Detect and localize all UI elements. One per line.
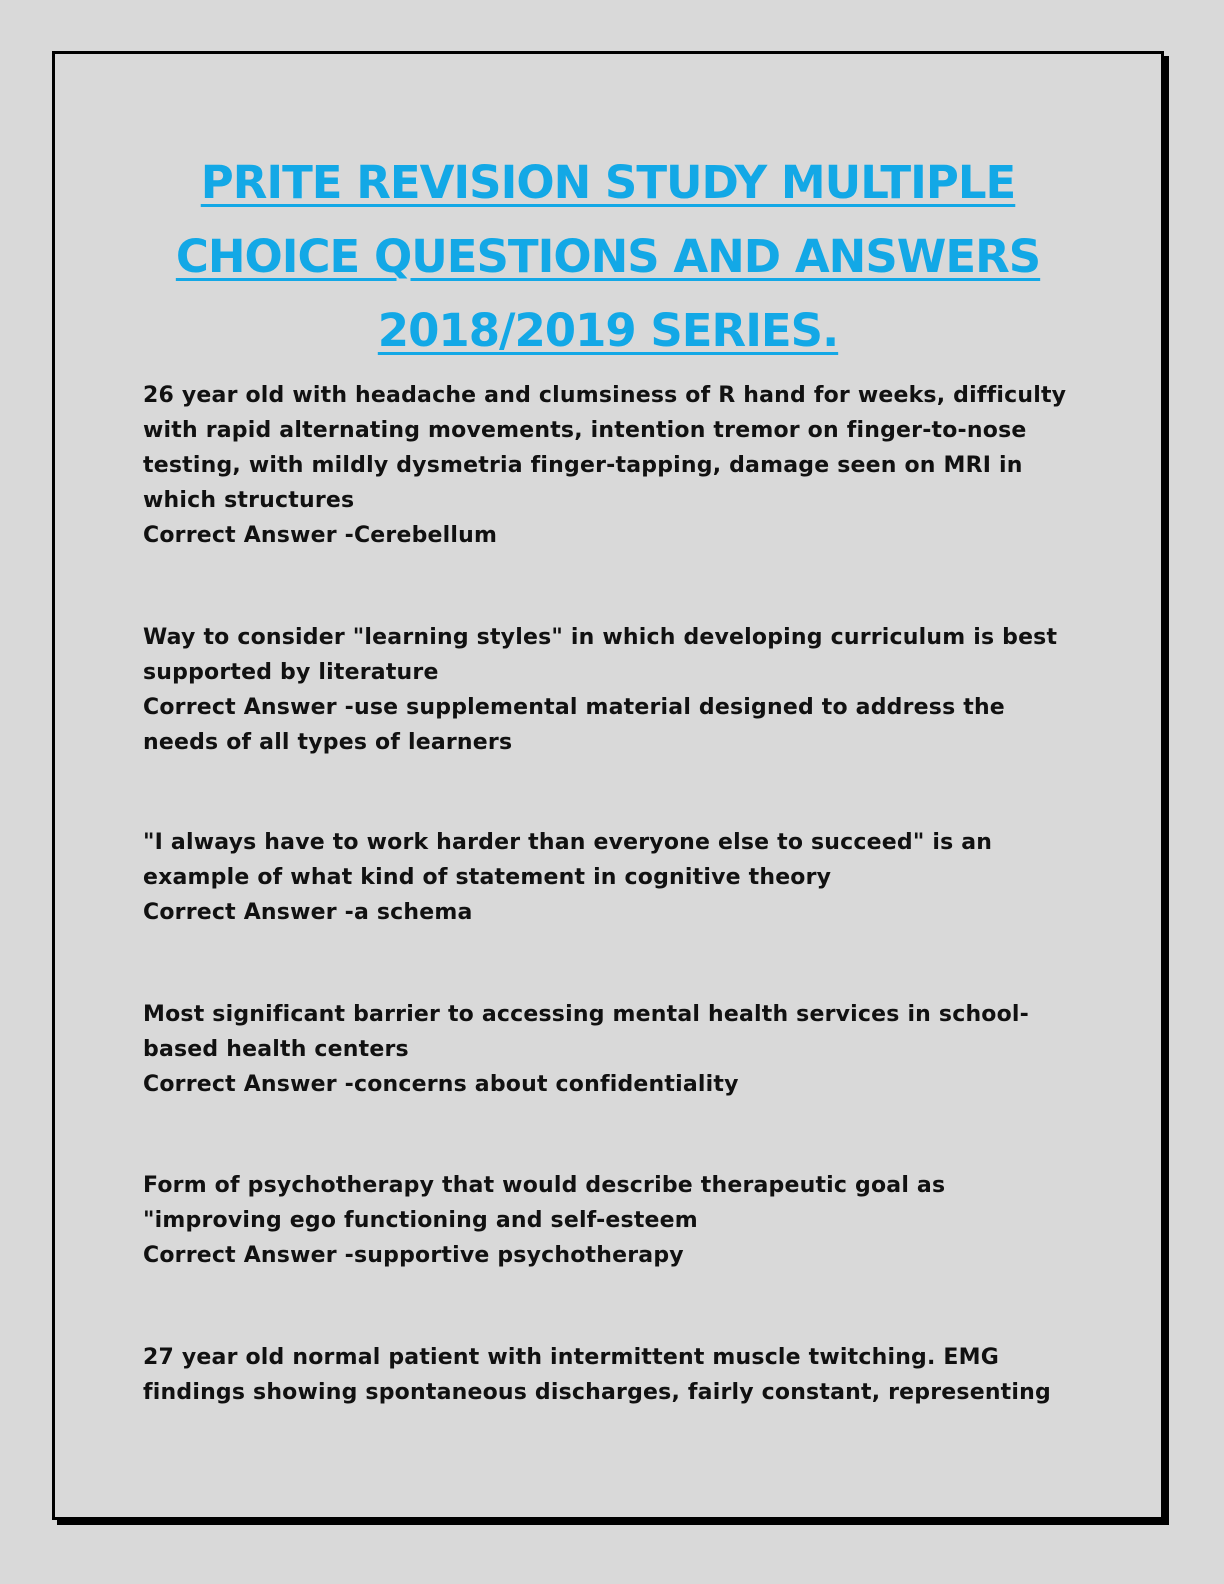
question-text: 26 year old with headache and clumsiness of R hand for weeks, difficulty with rapid alternating movements, intention tremor on finger-to-nose testing, with mildly dysmetria finger-tapping, damage seen on MRI in which structures <box>143 383 1067 513</box>
question-text: Most significant barrier to accessing mental health services in school-based health centers <box>143 1002 1030 1062</box>
document-page <box>52 51 1164 1520</box>
title-line-3: 2018/2019 SERIES. <box>377 304 839 357</box>
answer-text: Correct Answer -a schema <box>143 900 473 925</box>
question-text: 27 year old normal patient with intermittent muscle twitching. EMG findings showing spontaneous discharges, fairly constant, representing <box>143 1345 1051 1405</box>
document-title <box>55 146 1161 368</box>
title-line-2: CHOICE QUESTIONS AND ANSWERS <box>175 230 1041 283</box>
answer-text: Correct Answer -Cerebellum <box>143 523 498 548</box>
question-text: Form of psychotherapy that would describe therapeutic goal as "improving ego functioning and self-esteem <box>143 1173 946 1233</box>
answer-text: Correct Answer -concerns about confidentiality <box>143 1072 739 1097</box>
answer-text: Correct Answer -supportive psychotherapy <box>143 1243 684 1268</box>
question-text: "I always have to work harder than everyone else to succeed" is an example of what kind of statement in cognitive theory <box>143 830 993 890</box>
question-text: Way to consider "learning styles" in which developing curriculum is best supported by literature <box>143 625 1058 685</box>
title-line-1: PRITE REVISION STUDY MULTIPLE <box>200 156 1016 209</box>
qa-item-3 <box>143 825 1083 930</box>
qa-item-4 <box>143 997 1083 1102</box>
qa-item-6 <box>143 1340 1083 1410</box>
qa-item-1 <box>143 378 1083 553</box>
answer-text: Correct Answer -use supplemental material designed to address the needs of all types of learners <box>143 695 1005 755</box>
qa-item-5 <box>143 1168 1083 1273</box>
qa-item-2 <box>143 620 1083 760</box>
